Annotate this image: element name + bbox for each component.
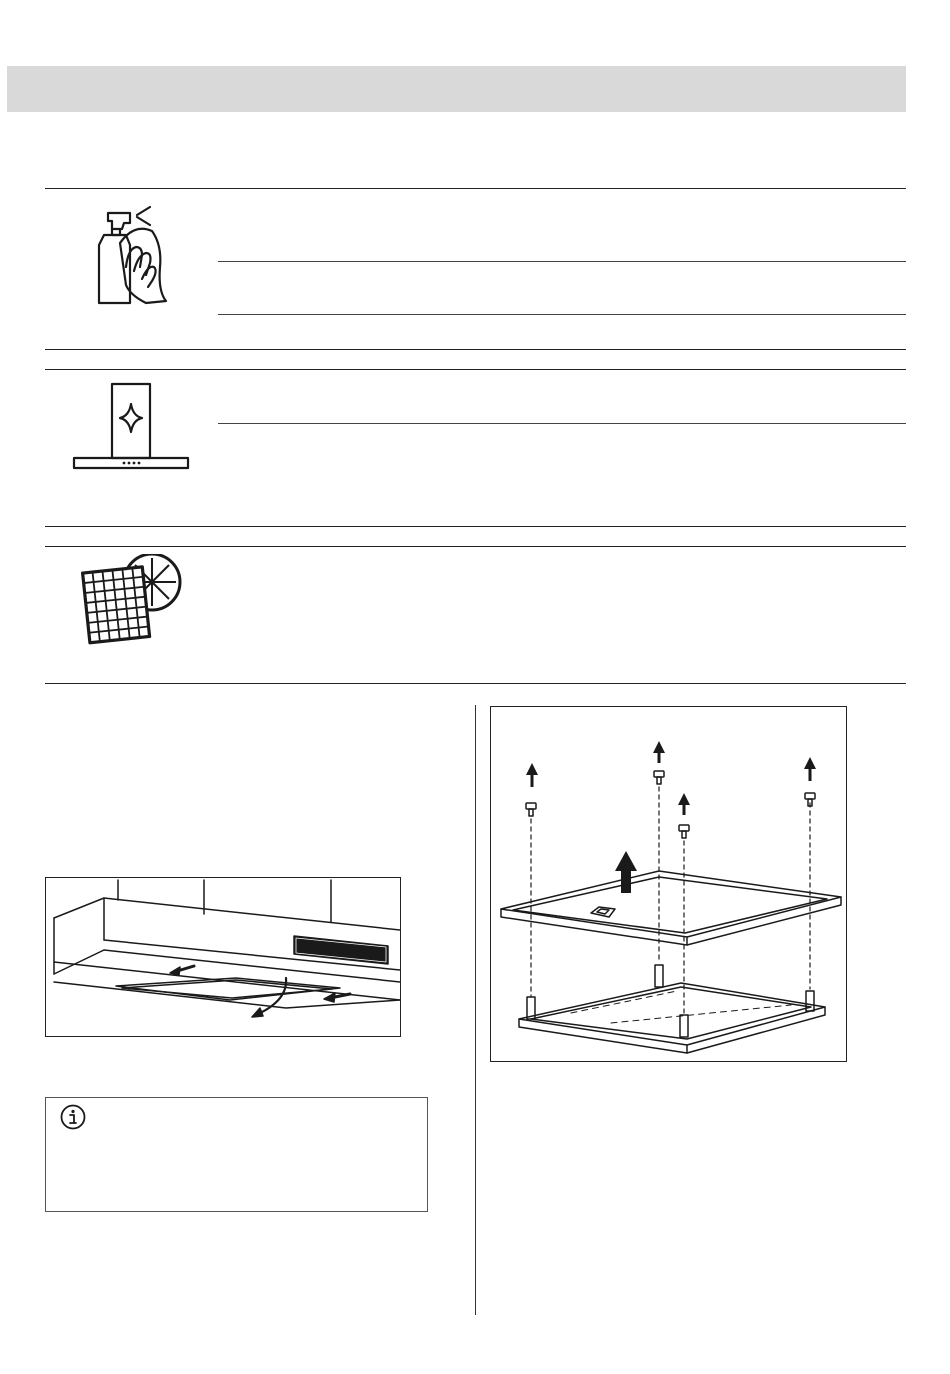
column-divider xyxy=(475,705,476,1315)
info-icon xyxy=(60,1104,86,1130)
table-rule xyxy=(45,526,906,527)
table-rule xyxy=(218,314,906,315)
table-rule-top xyxy=(45,188,906,189)
section-header-bar xyxy=(7,66,906,112)
table-rule-bottom xyxy=(45,683,906,684)
note-box xyxy=(45,1097,428,1212)
table-rule xyxy=(45,546,906,547)
filter-screws-exploded-illustration xyxy=(490,706,847,1062)
carbon-filter-icon xyxy=(78,554,188,646)
table-rule xyxy=(218,423,906,424)
hood-filter-removal-illustration xyxy=(45,877,401,1037)
table-rule xyxy=(45,369,906,370)
table-rule xyxy=(45,349,906,350)
clean-hood-sparkle-icon xyxy=(72,382,190,472)
spray-and-cloth-icon xyxy=(90,205,180,305)
table-rule xyxy=(218,261,906,262)
